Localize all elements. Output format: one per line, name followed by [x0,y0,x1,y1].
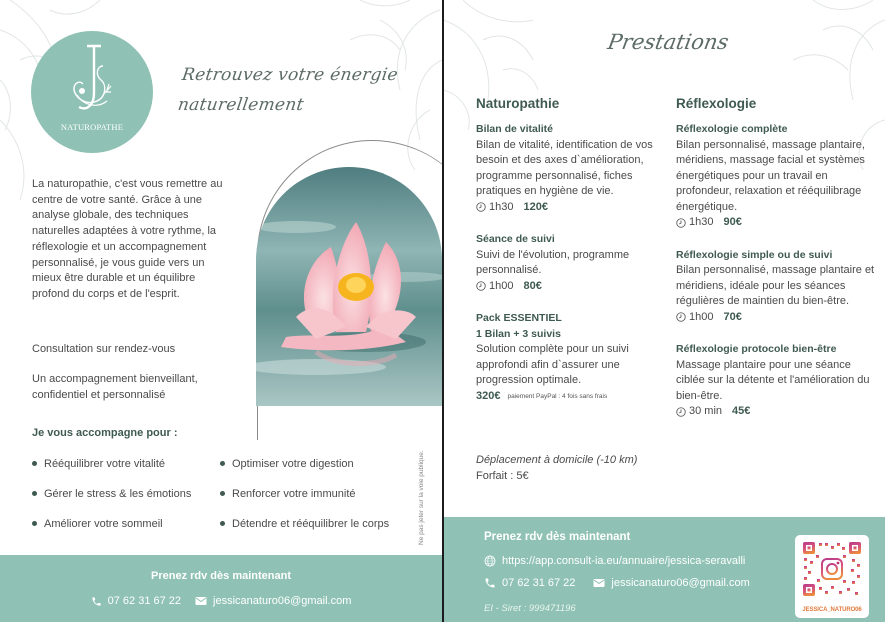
service-duration: 1h30 [689,216,714,228]
service-price: 120€ [523,200,548,213]
left-footer [0,555,442,622]
service-name: Réflexologie protocole bien-être [676,343,837,355]
phone-contact[interactable]: 07 62 31 67 22 [91,595,181,607]
home-visit-line: Déplacement à domicile (-10 km) [476,454,638,466]
service-duration: 1h00 [489,279,514,292]
service-price: 45€ [732,405,751,417]
logo-caption: NATUROPATHE [60,122,124,132]
footer-title: Prenez rdv dès maintenant [484,531,631,543]
brand-logo [31,31,153,153]
bullet-icon [220,491,225,496]
reflexologie-column [676,96,876,437]
list-item: Gérer le stress & les émotions [32,486,220,501]
siret-number: EI - Siret : 999471196 [484,603,576,614]
list-item: Optimiser votre digestion [220,456,410,471]
service-description: Massage plantaire pour une séance ciblée sur la détente et l'amélioration du bien-être. [676,358,870,402]
email-contact[interactable]: jessicanaturo06@gmail.com [593,577,749,589]
service-meta [676,310,876,326]
service-name: Réflexologie complète [676,123,788,135]
service-description: Bilan de vitalité, identification de vos besoin et des axes d`amélioration, programme personnalisé, fiches pratiques en hygiène de vie. [476,138,653,197]
globe-icon [484,555,496,567]
service-name: Bilan de vitalité [476,123,554,135]
service-meta [476,200,661,216]
list-item: Détendre et rééquilibrer le corps [220,516,410,531]
service-name: Réflexologie simple ou de suivi [676,248,833,261]
service-price: 320€ [476,389,501,402]
service-price: 70€ [723,310,742,323]
benefits-list-title: Je vous accompagne pour : [32,427,178,439]
column-title: Naturopathie [476,96,560,111]
benefits-list [32,456,412,531]
service-item [676,342,876,420]
page-title: Prestations [605,30,731,54]
clock-icon [676,218,686,228]
footer-title: Prenez rdv dès maintenant [151,570,291,582]
service-duration: 1h00 [689,310,714,323]
column-title: Réflexologie [676,96,757,111]
qr-code-icon [795,535,869,605]
list-item: Renforcer votre immunité [220,486,410,501]
service-subtitle: 1 Bilan + 3 suivis [476,327,561,340]
flyer-left-page [0,0,442,622]
service-item [676,248,876,326]
service-item [476,122,661,215]
service-duration: 1h30 [489,200,514,213]
service-duration: 30 min [689,405,723,417]
consultation-note: Consultation sur rendez-vous [32,343,176,355]
bullet-icon [220,521,225,526]
tagline-line-2: naturellement [176,95,306,115]
instagram-handle: JESSICA_NATURO06 [802,607,862,613]
mail-icon [195,596,207,606]
js-monogram-icon [31,31,153,153]
phone-contact[interactable]: 07 62 31 67 22 [484,577,575,589]
footer-contacts [484,577,750,589]
home-visit-info [476,452,637,484]
service-item [476,311,661,404]
clock-icon [476,281,486,291]
phone-icon [91,596,102,607]
service-price: 80€ [523,279,542,292]
mail-icon [593,578,605,588]
service-item [676,122,876,231]
tagline [176,60,400,120]
list-item: Rééquilibrer votre vitalité [32,456,220,471]
instagram-qr-code[interactable] [795,535,869,618]
home-visit-fee: Forfait : 5€ [476,470,529,482]
footer-contacts [0,595,442,607]
service-meta [476,279,661,295]
bullet-icon [220,461,225,466]
list-item: Améliorer votre sommeil [32,516,220,531]
clock-icon [676,407,686,417]
accompaniment-note: Un accompagnement bienveillant, confidentiel et personnalisé [32,373,198,401]
service-description: Suivi de l'évolution, programme personnalisé. [476,248,630,276]
bullet-icon [32,491,37,496]
phone-icon [484,577,496,589]
service-description: Solution complète pour un suivi approfondi afin d`assurer une progression optimale. [476,343,629,386]
email-contact[interactable]: jessicanaturo06@gmail.com [195,595,351,607]
tagline-line-1: Retrouvez votre énergie [180,65,400,85]
clock-icon [676,312,686,322]
right-footer [443,517,885,622]
clock-icon [476,202,486,212]
service-name: Pack ESSENTIEL [476,312,562,324]
payment-note: paiement PayPal : 4 fois sans frais [507,392,608,400]
page-fold-divider [442,0,444,622]
recycling-note: Ne pas jeter sur la voie publique. [418,450,425,545]
water-lily-photo [256,167,442,406]
bullet-icon [32,521,37,526]
service-description: Bilan personnalisé, massage plantaire, méridiens, massage facial et systèmes énergétiques pour un travail en profondeur, relaxation et rééquilibrage énergétique. [676,138,865,213]
intro-paragraph: La naturopathie, c'est vous remettre au centre de votre santé. Grâce à une analyse globale, des techniques naturelles adaptées à votre rythme, la réflexologie et un accompagnement personnalisé, je vous guide vers un mieux être durable et un équilibre profond du corps et de l'esprit. [32,178,223,300]
service-meta [476,389,661,405]
naturopathie-column [476,96,661,421]
website-link[interactable]: https://app.consult-ia.eu/annuaire/jessica-seravalli [484,555,745,567]
service-description: Bilan personnalisé, massage plantaire et méridiens, idéale pour les séances régulières de maintien du bien-être. [676,264,875,307]
service-name: Séance de suivi [476,233,555,245]
service-item [476,232,661,294]
service-price: 90€ [723,216,742,228]
service-meta [676,215,876,231]
bullet-icon [32,461,37,466]
service-meta [676,404,876,420]
